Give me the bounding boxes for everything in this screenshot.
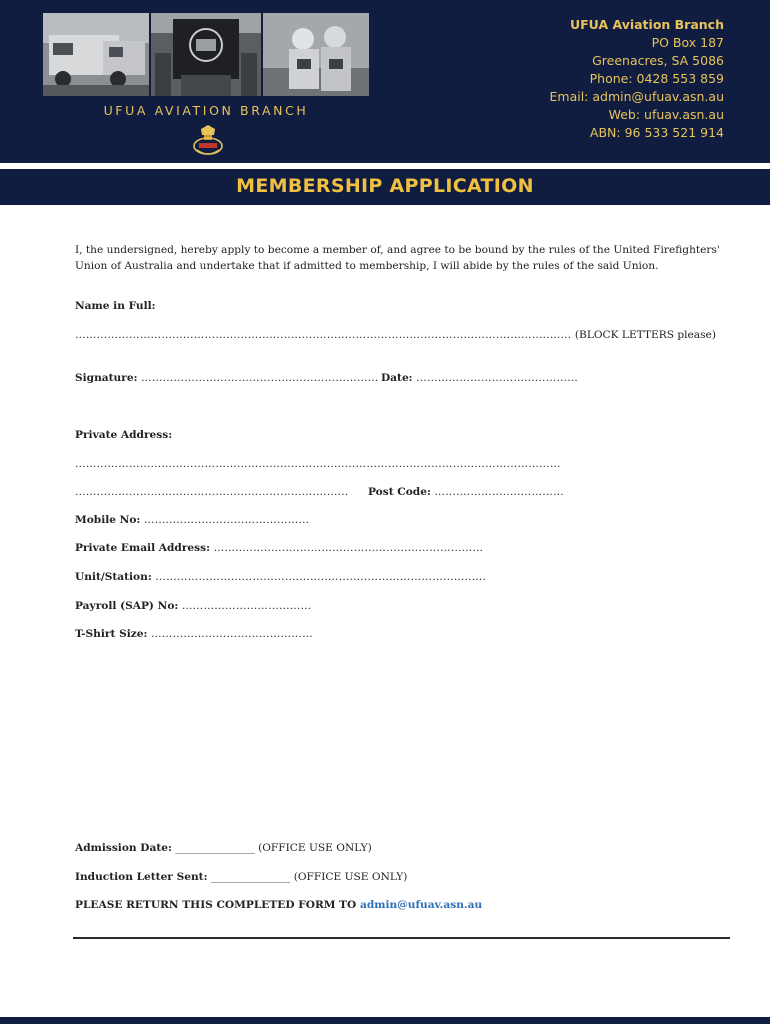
web-text: Web: ufuav.asn.au (608, 107, 724, 122)
private-email-row (75, 542, 483, 554)
return-row (75, 899, 482, 911)
address-line-2-row[interactable] (75, 486, 348, 498)
name-field[interactable]: ………………………………………………………….……..……………………………………….……..……… (75, 329, 575, 341)
postcode-label: Post Code: (368, 486, 431, 498)
name-field-row[interactable] (75, 329, 716, 341)
contact-block (550, 16, 725, 142)
abn-text: ABN: 96 533 521 914 (589, 125, 724, 140)
private-email-field[interactable]: ……..……..…..……………………………………………… (210, 542, 484, 554)
address-label: Private Address: (75, 429, 173, 441)
induction-field[interactable]: _______________ (207, 871, 294, 883)
unit-station-field[interactable]: ………………………………….……..……..…………………………..…. (151, 571, 487, 583)
name-row (75, 300, 156, 312)
tshirt-row (75, 628, 313, 640)
address-line-2: Greenacres, SA 5086 (592, 53, 724, 68)
brand-wordmark: UFUA AVIATION BRANCH (103, 103, 309, 118)
mobile-label: Mobile No: (75, 514, 141, 526)
return-email-link[interactable]: admin@ufuav.asn.au (359, 899, 483, 911)
unit-station-row (75, 571, 486, 583)
fire-truck-photo (43, 13, 149, 96)
bottom-divider (73, 937, 730, 939)
email-text: Email: admin@ufuav.asn.au (549, 89, 724, 104)
induction-row (75, 871, 407, 883)
mobile-row (75, 514, 309, 526)
signature-row (75, 372, 379, 384)
org-name: UFUA Aviation Branch (569, 17, 724, 32)
page-title: MEMBERSHIP APPLICATION (236, 175, 534, 197)
unit-station-label: Unit/Station: (75, 571, 152, 583)
tshirt-field[interactable]: ……………………………………… (147, 628, 313, 640)
date-row (381, 372, 578, 384)
admission-row (75, 842, 372, 854)
banner-group-photo (151, 13, 261, 96)
admission-office-use: (OFFICE USE ONLY) (258, 842, 372, 854)
ufua-crest-icon (190, 122, 226, 158)
induction-office-use: (OFFICE USE ONLY) (293, 871, 408, 883)
address-row (75, 429, 172, 441)
admission-label: Admission Date: (75, 842, 172, 854)
return-instruction: PLEASE RETURN THIS COMPLETED FORM TO (75, 899, 360, 911)
postcode-field[interactable]: ……….……..……………… (430, 486, 564, 498)
letterhead (0, 0, 770, 163)
address-line-1-row[interactable] (75, 458, 561, 470)
tshirt-label: T-Shirt Size: (75, 628, 148, 640)
induction-label: Induction Letter Sent: (75, 871, 208, 883)
phone-text: Phone: 0428 553 859 (589, 71, 724, 86)
application-form (75, 243, 735, 911)
date-field[interactable]: ……………………………………… (412, 372, 579, 384)
admission-field[interactable]: _______________ (171, 842, 259, 854)
block-letters-hint: (BLOCK LETTERS please) (574, 329, 716, 341)
footer-bar (0, 1017, 770, 1024)
payroll-label: Payroll (SAP) No: (75, 600, 179, 612)
postcode-row (368, 486, 564, 498)
title-bar (0, 169, 770, 205)
signature-label: Signature: (75, 372, 138, 384)
date-label: Date: (381, 372, 413, 384)
firefighters-photo (263, 13, 369, 96)
intro-paragraph: I, the undersigned, hereby apply to become a member of, and agree to be bound by the rules of the United Firefighters' Union of Australia and undertake that if admitted to membership, I will abide by the rules of the said Union. (75, 244, 720, 272)
address-field-2[interactable]: ………………………………………………………….……… (75, 486, 349, 498)
payroll-field[interactable]: ……………………………… (178, 600, 312, 612)
signature-field[interactable]: ………………………………………………………… (137, 372, 379, 384)
mobile-field[interactable]: ……..……..………………………… (140, 514, 310, 526)
name-label: Name in Full: (75, 300, 156, 312)
address-line-1: PO Box 187 (651, 35, 724, 50)
address-field-1[interactable]: ………………………………………………………….……..…………………………………………………… (75, 458, 561, 470)
private-email-label: Private Email Address: (75, 542, 210, 554)
payroll-row (75, 600, 311, 612)
